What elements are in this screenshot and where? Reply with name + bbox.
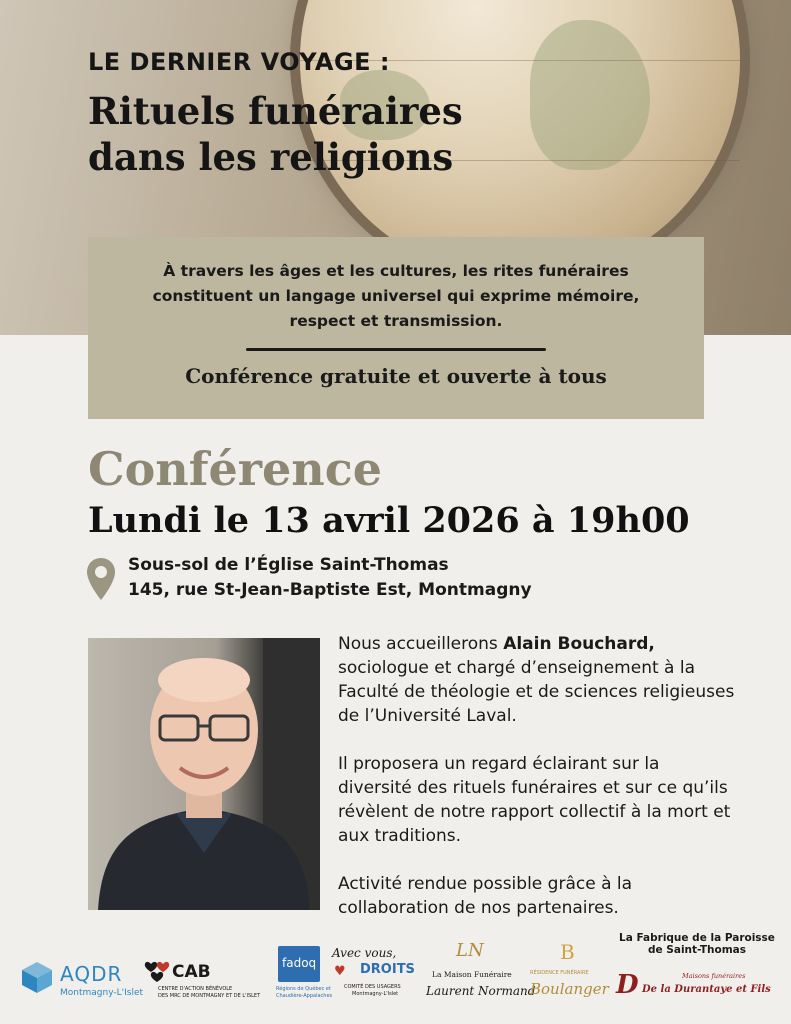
aqdr-name: AQDR — [60, 962, 123, 986]
droits-subtitle-2: Montmagny-L'Islet — [352, 991, 399, 997]
bio-intro-prefix: Nous accueillerons — [338, 634, 504, 654]
bio-paragraph-1 — [338, 632, 738, 728]
boulanger-monogram: B — [560, 940, 575, 964]
heart-icon: ♥ — [334, 964, 346, 979]
normand-line-2: Laurent Normand — [426, 984, 536, 998]
droits-line-1: Avec vous, — [332, 946, 397, 960]
laurent-normand-logo — [424, 940, 536, 1016]
fadoq-subtitle-2: Chaudière-Appalaches — [276, 993, 333, 999]
cab-name: CAB — [172, 962, 211, 982]
fabrique-line-1: La Fabrique de la Paroisse — [619, 932, 775, 944]
bio-intro-rest: sociologue et chargé d’enseignement à la Faculté de théologie et de sciences religieuses de l’Université Laval. — [338, 658, 735, 726]
boulanger-logo — [528, 940, 612, 1016]
fadoq-name: fadoq — [282, 956, 317, 970]
speaker-name: Alain Bouchard, — [503, 634, 655, 654]
droits-subtitle-1: COMITÉ DES USAGERS — [344, 984, 401, 990]
divider-line — [246, 348, 546, 351]
speaker-bio — [338, 632, 738, 944]
free-admission-note: Conférence gratuite et ouverte à tous — [185, 364, 607, 388]
title-line-1: Rituels funéraires — [88, 89, 463, 133]
aqdr-subtitle: Montmagny-L'Islet — [60, 988, 144, 998]
intro-text: À travers les âges et les cultures, les rites funéraires constituent un langage universel qui exprime mémoire, respect et transmission. — [152, 262, 640, 330]
venue-address — [128, 553, 532, 603]
fabrique-line-2: de Saint-Thomas — [648, 944, 746, 956]
speaker-photo — [88, 638, 320, 910]
durantaye-line-2: De la Durantaye et Fils — [642, 984, 771, 995]
normand-monogram: LN — [456, 940, 484, 961]
info-box — [88, 237, 704, 419]
droits-line-2: DROITS — [360, 962, 415, 977]
fabrique-logo — [612, 932, 782, 968]
speaker-portrait — [88, 638, 320, 910]
event-date: Lundi le 13 avril 2026 à 19h00 — [88, 500, 690, 541]
cab-subtitle-1: CENTRE D'ACTION BÉNÉVOLE — [158, 986, 233, 992]
durantaye-line-1: Maisons funéraires — [682, 972, 746, 980]
comite-usagers-logo — [330, 944, 420, 1016]
event-kicker: LE DERNIER VOYAGE : — [88, 48, 390, 76]
location-pin-icon — [86, 557, 116, 601]
venue-name: Sous-sol de l’Église Saint-Thomas — [128, 555, 449, 575]
fadoq-subtitle-1: Régions de Québec et — [276, 986, 331, 992]
cab-logo — [144, 958, 266, 1008]
partner-logos — [0, 930, 791, 1024]
title-line-2: dans les religions — [88, 135, 454, 179]
cab-subtitle-2: DES MRC DE MONTMAGNY ET DE L'ISLET — [158, 993, 261, 999]
durantaye-emblem-icon: D — [616, 970, 639, 1000]
venue-street: 145, rue St-Jean-Baptiste Est, Montmagny — [128, 580, 532, 600]
normand-line-1: La Maison Funéraire — [432, 970, 512, 979]
boulanger-line-1: RÉSIDENCE FUNÉRAIRE — [530, 970, 589, 976]
fadoq-logo — [276, 946, 333, 1016]
aqdr-cube-icon — [20, 960, 54, 994]
conference-label: Conférence — [88, 442, 383, 496]
bio-paragraph-3: Activité rendue possible grâce à la collaboration de nos partenaires. — [338, 874, 633, 918]
page-title — [88, 88, 508, 180]
cab-hearts-icon — [144, 960, 170, 984]
durantaye-logo — [612, 970, 782, 1016]
bio-paragraph-2: Il proposera un regard éclairant sur la diversité des rituels funéraires et sur ce qu’ils révèlent de notre rapport collectif à la mort et aux traditions. — [338, 754, 731, 846]
aqdr-logo — [20, 956, 144, 1006]
boulanger-line-2: Boulanger — [530, 980, 609, 998]
